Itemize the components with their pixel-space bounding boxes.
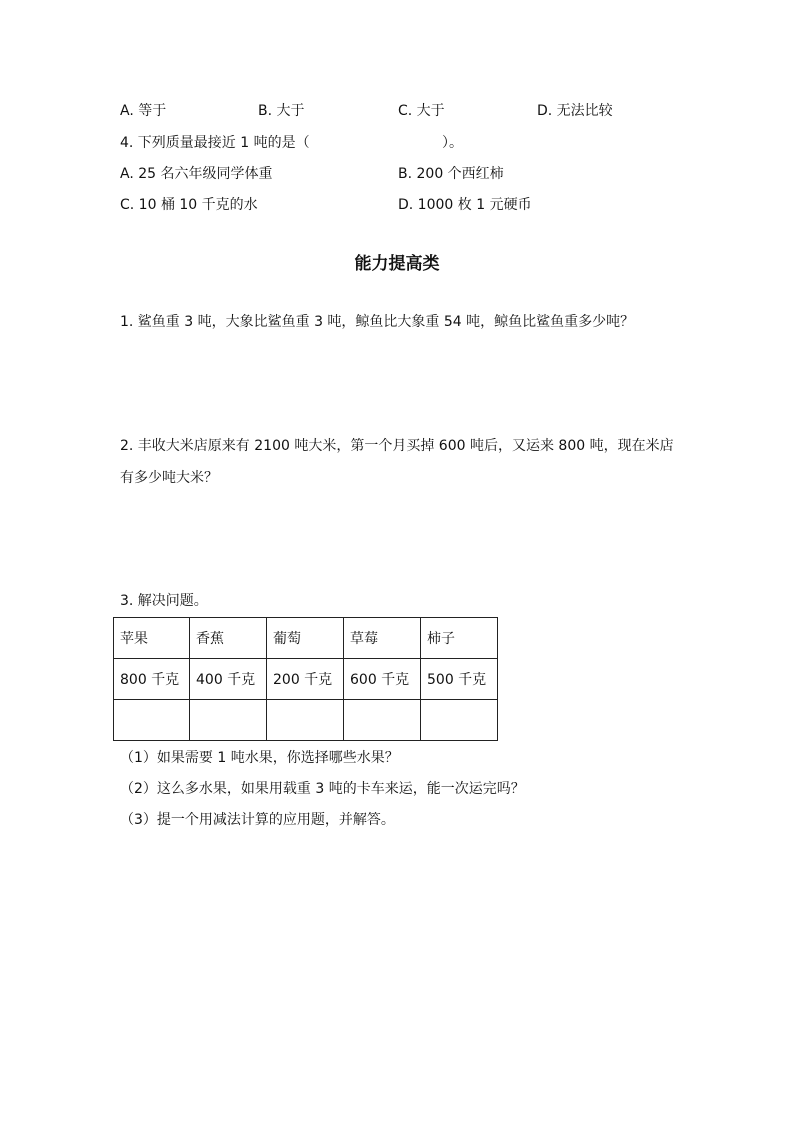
empty-cell — [114, 700, 190, 741]
empty-cell — [190, 700, 267, 741]
subquestion-3: （3）提一个用减法计算的应用题，并解答。 — [120, 812, 395, 828]
fruit-weight-cell: 600 千克 — [344, 659, 421, 700]
q4-option-a: A. 25 名六年级同学体重 — [120, 166, 273, 182]
empty-cell — [421, 700, 498, 741]
subquestion-1: （1）如果需要 1 吨水果，你选择哪些水果？ — [120, 750, 399, 766]
q4-stem-end: ）。 — [442, 135, 463, 151]
problem-2: 2. 丰收大米店原来有 2100 吨大米，第一个月买掉 600 吨后，又运来 800 吨，现在米店有多少吨大米？ — [120, 438, 674, 486]
subquestion-2: （2）这么多水果，如果用载重 3 吨的卡车来运，能一次运完吗？ — [120, 781, 525, 797]
q4-option-b: B. 200 个西红柿 — [398, 166, 504, 182]
q4-option-d: D. 1000 枚 1 元硬币 — [398, 197, 532, 213]
q3-option-b: B. 大于 — [258, 103, 305, 119]
fruit-name-cell: 柿子 — [421, 618, 498, 659]
empty-cell — [267, 700, 344, 741]
table-row — [114, 659, 498, 700]
empty-cell — [344, 700, 421, 741]
fruit-name-cell: 苹果 — [114, 618, 190, 659]
fruit-weight-cell: 800 千克 — [114, 659, 190, 700]
fruit-name-cell: 葡萄 — [267, 618, 344, 659]
table-row — [114, 700, 498, 741]
problem-3-title: 3. 解决问题。 — [120, 593, 208, 609]
table-row — [114, 618, 498, 659]
q3-option-d: D. 无法比较 — [537, 103, 613, 119]
fruit-weight-cell: 500 千克 — [421, 659, 498, 700]
q3-option-a: A. 等于 — [120, 103, 167, 119]
q4-option-c: C. 10 桶 10 千克的水 — [120, 197, 258, 213]
q3-option-c: C. 大于 — [398, 103, 445, 119]
fruit-name-cell: 草莓 — [344, 618, 421, 659]
section-title: 能力提高类 — [354, 254, 440, 274]
fruit-table — [113, 617, 498, 741]
fruit-weight-cell: 400 千克 — [190, 659, 267, 700]
problem-1: 1. 鲨鱼重 3 吨，大象比鲨鱼重 3 吨，鲸鱼比大象重 54 吨，鲸鱼比鲨鱼重多少吨？ — [120, 314, 635, 330]
q4-stem-start: 4. 下列质量最接近 1 吨的是（ — [120, 135, 310, 151]
fruit-name-cell: 香蕉 — [190, 618, 267, 659]
fruit-weight-cell: 200 千克 — [267, 659, 344, 700]
